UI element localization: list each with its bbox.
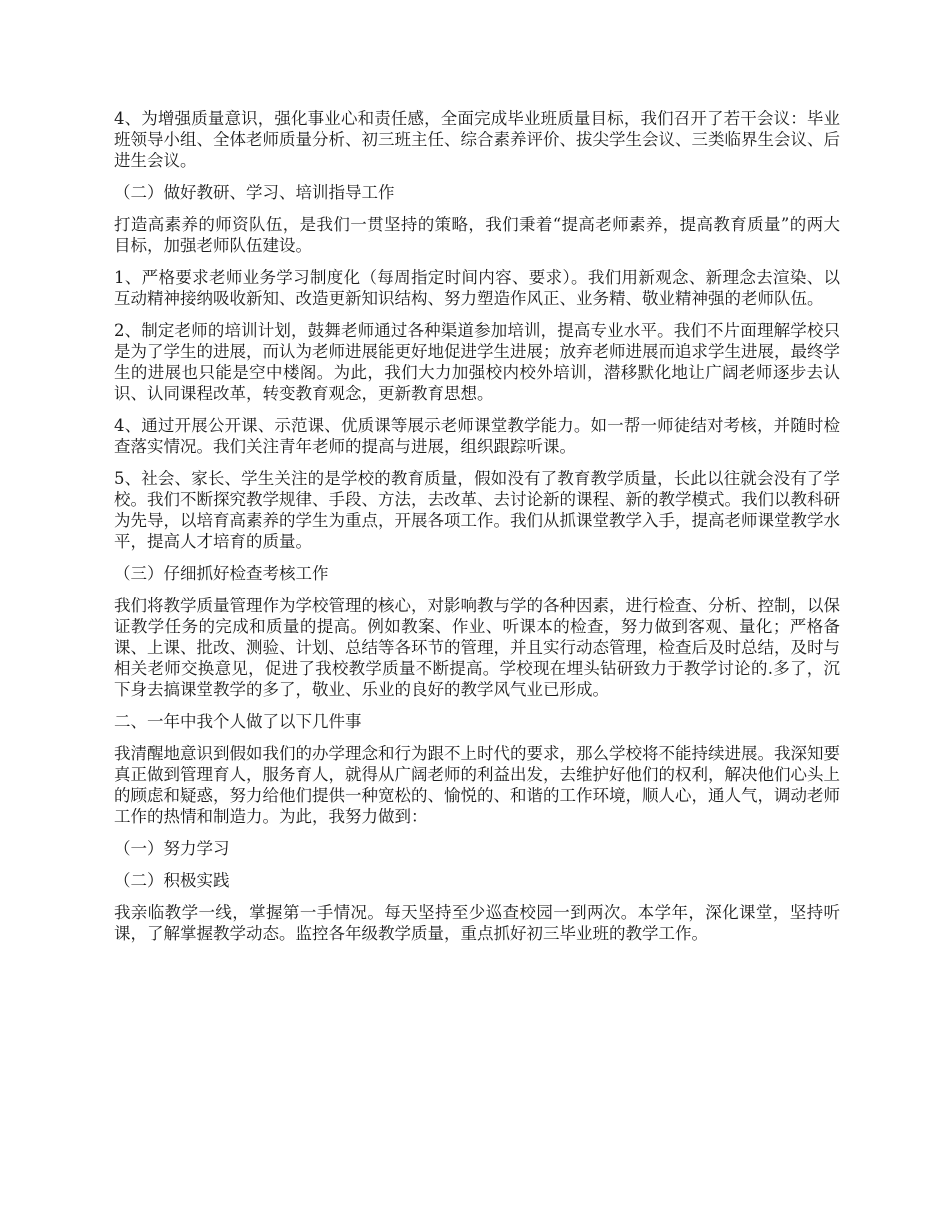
paragraph-school-philosophy: 我清醒地意识到假如我们的办学理念和行为跟不上时代的要求，那么学校将不能持续进展。我深知要真正做到管理育人，服务育人，就得从广阔老师的利益出发，去维护好他们的权利，解决他们心头上的顾虑和疑惑，努力给他们提供一种宽松的、愉悦的、和谐的工作环境，顺人心，通人气，调动老师工作的热情和制造力。为此，我努力做到： [114,744,840,826]
section-heading-teaching-research: （二）做好教研、学习、培训指导工作 [114,183,395,202]
section-heading-inspection: （三）仔细抓好检查考核工作 [114,564,329,583]
paragraph-quality-management: 我们将教学质量管理作为学校管理的核心，对影响教与学的各种因素，进行检查、分析、控制，以保证教学任务的完成和质量的提高。例如教案、作业、听课本的检查，努力做到客观、量化；严格备课、上课、批改、测验、计划、总结等各环节的管理，并且实行动态管理，检查后及时总结，及时与相关老师交换意见，促进了我校教学质量不断提高。学校现在埋头钻研致力于教学讨论的.多了，沉下身去搞课堂教学的多了，敬业、乐业的良好的教学风气业已形成。 [114,596,840,699]
paragraph-training-plan: 2、制定老师的培训计划，鼓舞老师通过各种渠道参加培训，提高专业水平。我们不片面理解学校只是为了学生的进展，而认为老师进展能更好地促进学生进展；放弃老师进展而追求学生进展，最终学生的进展也只能是空中楼阁。为此，我们大力加强校内校外培训，潜移默化地让广阔老师逐步去认识、认同课程改革，转变教育观念，更新教育思想。 [114,321,840,403]
subheading-practice: （二）积极实践 [114,871,230,890]
paragraph-meetings: 4、为增强质量意识，强化事业心和责任感，全面完成毕业班质量目标，我们召开了若干会议：毕业班领导小组、全体老师质量分析、初三班主任、综合素养评价、拔尖学生会议、三类临界生会议、后进生会议。 [114,109,840,170]
section-heading-personal-work: 二、一年中我个人做了以下几件事 [114,712,362,731]
subheading-study: （一）努力学习 [114,839,230,858]
paragraph-teacher-team: 打造高素养的师资队伍，是我们一贯坚持的策略，我们秉着“提高老师素养，提高教育质量”的两大目标，加强老师队伍建设。 [114,215,840,255]
paragraph-study-system: 1、严格要求老师业务学习制度化（每周指定时间内容、要求）。我们用新观念、新理念去渲染、以互动精神接纳吸收新知、改造更新知识结构、努力塑造作风正、业务精、敬业精神强的老师队伍。 [114,268,840,308]
document-body [114,108,840,955]
paragraph-open-classes: 4、通过开展公开课、示范课、优质课等展示老师课堂教学能力。如一帮一师徒结对考核，并随时检查落实情况。我们关注青年老师的提高与进展，组织跟踪听课。 [114,416,840,456]
paragraph-education-quality: 5、社会、家长、学生关注的是学校的教育质量，假如没有了教育教学质量，长此以往就会没有了学校。我们不断探究教学规律、手段、方法，去改革、去讨论新的课程、新的教学模式。我们以教科研为先导，以培育高素养的学生为重点，开展各项工作。我们从抓课堂教学入手，提高老师课堂教学水平，提高人才培育的质量。 [114,469,840,551]
paragraph-frontline-teaching: 我亲临教学一线，掌握第一手情况。每天坚持至少巡查校园一到两次。本学年，深化课堂，坚持听课，了解掌握教学动态。监控各年级教学质量，重点抓好初三毕业班的教学工作。 [114,903,840,943]
